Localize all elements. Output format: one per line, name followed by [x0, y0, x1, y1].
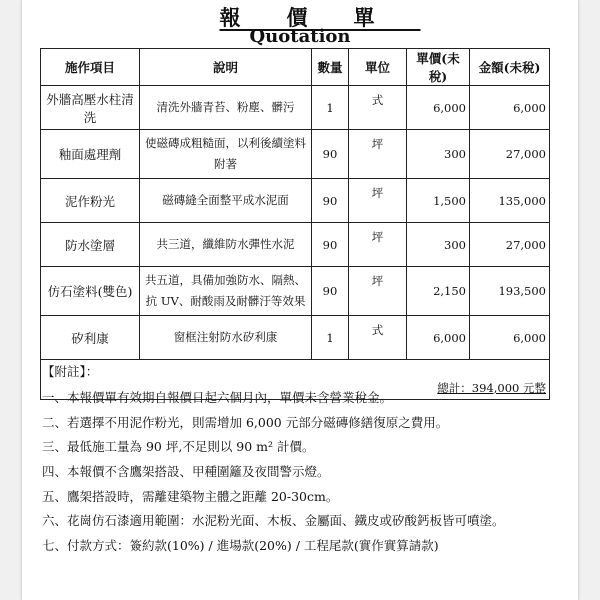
- item-unit-price: 300: [407, 130, 470, 179]
- item-amount: 193,500: [470, 267, 550, 316]
- item-unit: 坪: [349, 267, 407, 316]
- header-item: 施作項目: [41, 49, 140, 86]
- item-name: 仿石塗料(雙色): [41, 267, 140, 316]
- item-quantity: 1: [312, 316, 349, 360]
- table-row: [41, 86, 550, 130]
- item-quantity: 90: [312, 130, 349, 179]
- item-quantity: 90: [312, 223, 349, 267]
- item-name: 防水塗層: [41, 223, 140, 267]
- table-row: [41, 267, 550, 316]
- table-row: [41, 130, 550, 179]
- item-unit-price: 6,000: [407, 316, 470, 360]
- item-amount: 135,000: [470, 179, 550, 223]
- header-quantity: 數量: [312, 49, 349, 86]
- header-description: 說明: [140, 49, 312, 86]
- item-description: 清洗外牆青苔、粉塵、髒污: [140, 86, 312, 130]
- quotation-table: [40, 48, 550, 400]
- item-amount: 27,000: [470, 223, 550, 267]
- item-unit: 式: [349, 316, 407, 360]
- item-description: 使磁磚成粗糙面，以利後續塗料 附著: [140, 130, 312, 179]
- notes-section: [42, 362, 505, 559]
- item-name: 矽利康: [41, 316, 140, 360]
- item-description: 共五道，具備加強防水、隔熱、 抗 UV、耐酸雨及耐髒汙等效果: [140, 267, 312, 316]
- item-quantity: 90: [312, 267, 349, 316]
- item-unit-price: 2,150: [407, 267, 470, 316]
- grand-total: 總計：394,000 元整: [41, 360, 550, 400]
- item-amount: 27,000: [470, 130, 550, 179]
- note-item: 二、若選擇不用泥作粉光，則需增加 6,000 元部分磁磚修繕復原之費用。: [42, 414, 449, 430]
- note-item: 一、本報價單有效期自報價日起六個月內，單價未含營業稅金。: [42, 390, 393, 405]
- item-unit-price: 300: [407, 223, 470, 267]
- item-unit: 式: [349, 86, 407, 130]
- item-unit: 坪: [349, 179, 407, 223]
- table-row: [41, 223, 550, 267]
- note-item: 七、付款方式：簽約款(10%) / 進場款(20%) / 工程尾款(實作實算請款): [42, 538, 439, 554]
- item-name: 釉面處理劑: [41, 130, 140, 179]
- note-item: 四、本報價不含鷹架搭設、甲種圍籬及夜間警示燈。: [42, 464, 330, 480]
- header-unit-price: 單價(未稅): [407, 49, 470, 86]
- item-amount: 6,000: [470, 316, 550, 360]
- note-item: 五、鷹架搭設時，需離建築物主體之距離 20-30cm。: [42, 488, 339, 504]
- item-quantity: 1: [312, 86, 349, 130]
- item-quantity: 90: [312, 179, 349, 223]
- table-row: [41, 179, 550, 223]
- item-description: 窗框注射防水矽利康: [140, 316, 312, 360]
- note-item: 三、最低施工量為 90 坪,不足則以 90 m² 計價。: [42, 439, 315, 455]
- item-unit-price: 1,500: [407, 179, 470, 223]
- item-description: 磁磚縫全面整平成水泥面: [140, 179, 312, 223]
- item-amount: 6,000: [470, 86, 550, 130]
- header-amount: 金額(未稅): [470, 49, 550, 86]
- item-name: 泥作粉光: [41, 179, 140, 223]
- item-unit-price: 6,000: [407, 86, 470, 130]
- page-title: 報價單: [219, 5, 421, 30]
- quotation-sheet: [22, 0, 578, 600]
- note-item: 六、花崗仿石漆適用範圍：水泥粉光面、木板、金屬面、鐵皮或矽酸鈣板皆可噴塗。: [42, 513, 505, 529]
- header-unit: 單位: [349, 49, 407, 86]
- table-header-row: [41, 49, 550, 86]
- item-description: 共三道，纖維防水彈性水泥: [140, 223, 312, 267]
- item-unit: 坪: [349, 223, 407, 267]
- item-name: 外牆高壓水柱清洗: [41, 86, 140, 130]
- page-subtitle: Quotation: [249, 26, 351, 47]
- table-row: [41, 316, 550, 360]
- notes-heading: 【附註】：: [42, 364, 99, 379]
- item-unit: 坪: [349, 130, 407, 179]
